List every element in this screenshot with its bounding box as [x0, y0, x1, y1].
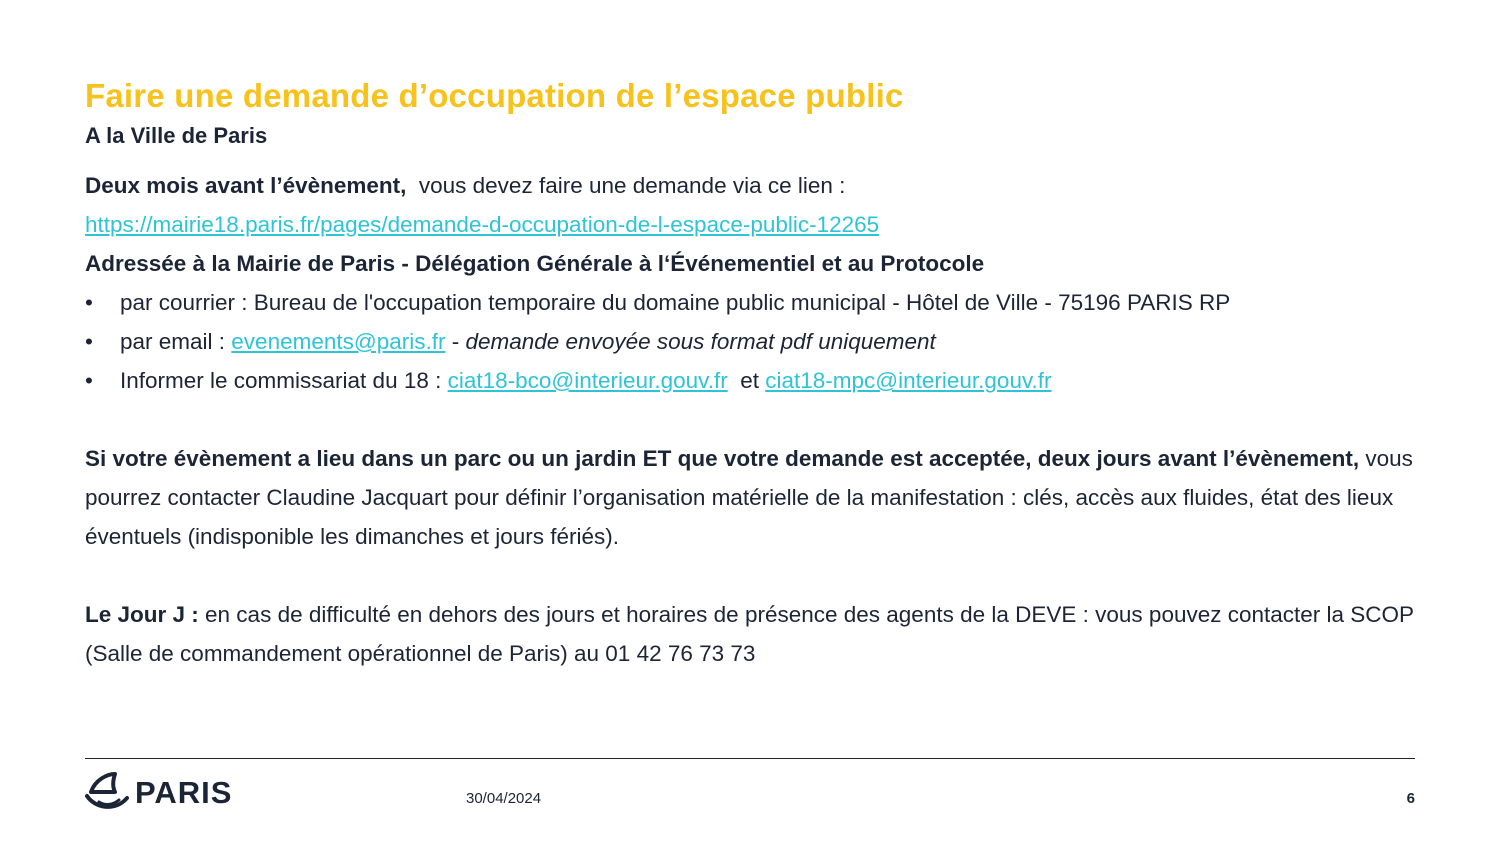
section1-link-line — [85, 205, 1415, 244]
footer-divider — [85, 758, 1415, 759]
section1-lead-text: vous devez faire une demande via ce lien : — [406, 173, 846, 198]
list-item — [85, 283, 1415, 322]
bullet-email-sep: - — [445, 329, 466, 354]
section3-paragraph — [85, 595, 1415, 673]
bullet-icon: • — [85, 290, 93, 315]
bullet-email-note: demande envoyée sous format pdf uniquement — [465, 329, 936, 354]
section1-lead — [85, 166, 1415, 205]
address-heading: Adressée à la Mairie de Paris - Délégation Générale à l‘Événementiel et au Protocole — [85, 251, 985, 276]
section2-paragraph — [85, 439, 1415, 556]
spacer — [85, 556, 1415, 595]
bullet-email-prefix: par email : — [120, 329, 232, 354]
slide-subtitle: A la Ville de Paris — [85, 123, 268, 148]
footer-date: 30/04/2024 — [466, 790, 542, 807]
list-item — [85, 322, 1415, 361]
page-number: 6 — [1406, 790, 1415, 807]
bullet-icon: • — [85, 329, 93, 354]
bullet-commissariat-prefix: Informer le commissariat du 18 : — [120, 368, 448, 393]
section2-bold: Si votre évènement a lieu dans un parc ou un jardin ET que votre demande est acceptée, deux jours avant l’évènement, — [85, 446, 1360, 471]
email-link-ciat18-mpc[interactable]: ciat18-mpc@interieur.gouv.fr — [765, 368, 1052, 393]
demande-link[interactable]: https://mairie18.paris.fr/pages/demande-d-occupation-de-l-espace-public-12265 — [85, 212, 880, 237]
section3-text: en cas de difficulté en dehors des jours et horaires de présence des agents de la DEVE : vous pouvez contacter la SCOP (Salle de commandement opérationnel de Paris) au 01 42 76 73 73 — [85, 602, 1414, 666]
bullet-icon: • — [85, 368, 93, 393]
logo-text: PARIS — [135, 775, 233, 810]
section2-text: vous pourrez contacter Claudine Jacquart pour définir l’organisation matérielle de la manifestation : clés, accès aux fluides, état des lieux éventuels (indisponible les dimanches et jours fériés). — [85, 446, 1413, 549]
section1-lead-bold: Deux mois avant l’évènement, — [85, 173, 407, 198]
slide-content — [85, 76, 1415, 673]
slide-title: Faire une demande d’occupation de l’espace public — [85, 77, 904, 114]
paris-boat-icon — [85, 772, 129, 814]
list-item — [85, 361, 1415, 400]
bullet-and: et — [727, 368, 766, 393]
contact-list — [85, 283, 1415, 400]
email-link-evenements[interactable]: evenements@paris.fr — [231, 329, 446, 354]
bullet-courrier: par courrier : Bureau de l'occupation temporaire du domaine public municipal - Hôtel de Ville - 75196 PARIS RP — [120, 290, 1231, 315]
section3-bold: Le Jour J : — [85, 602, 199, 627]
spacer — [85, 400, 1415, 439]
email-link-ciat18-bco[interactable]: ciat18-bco@interieur.gouv.fr — [447, 368, 728, 393]
paris-logo — [85, 772, 232, 814]
